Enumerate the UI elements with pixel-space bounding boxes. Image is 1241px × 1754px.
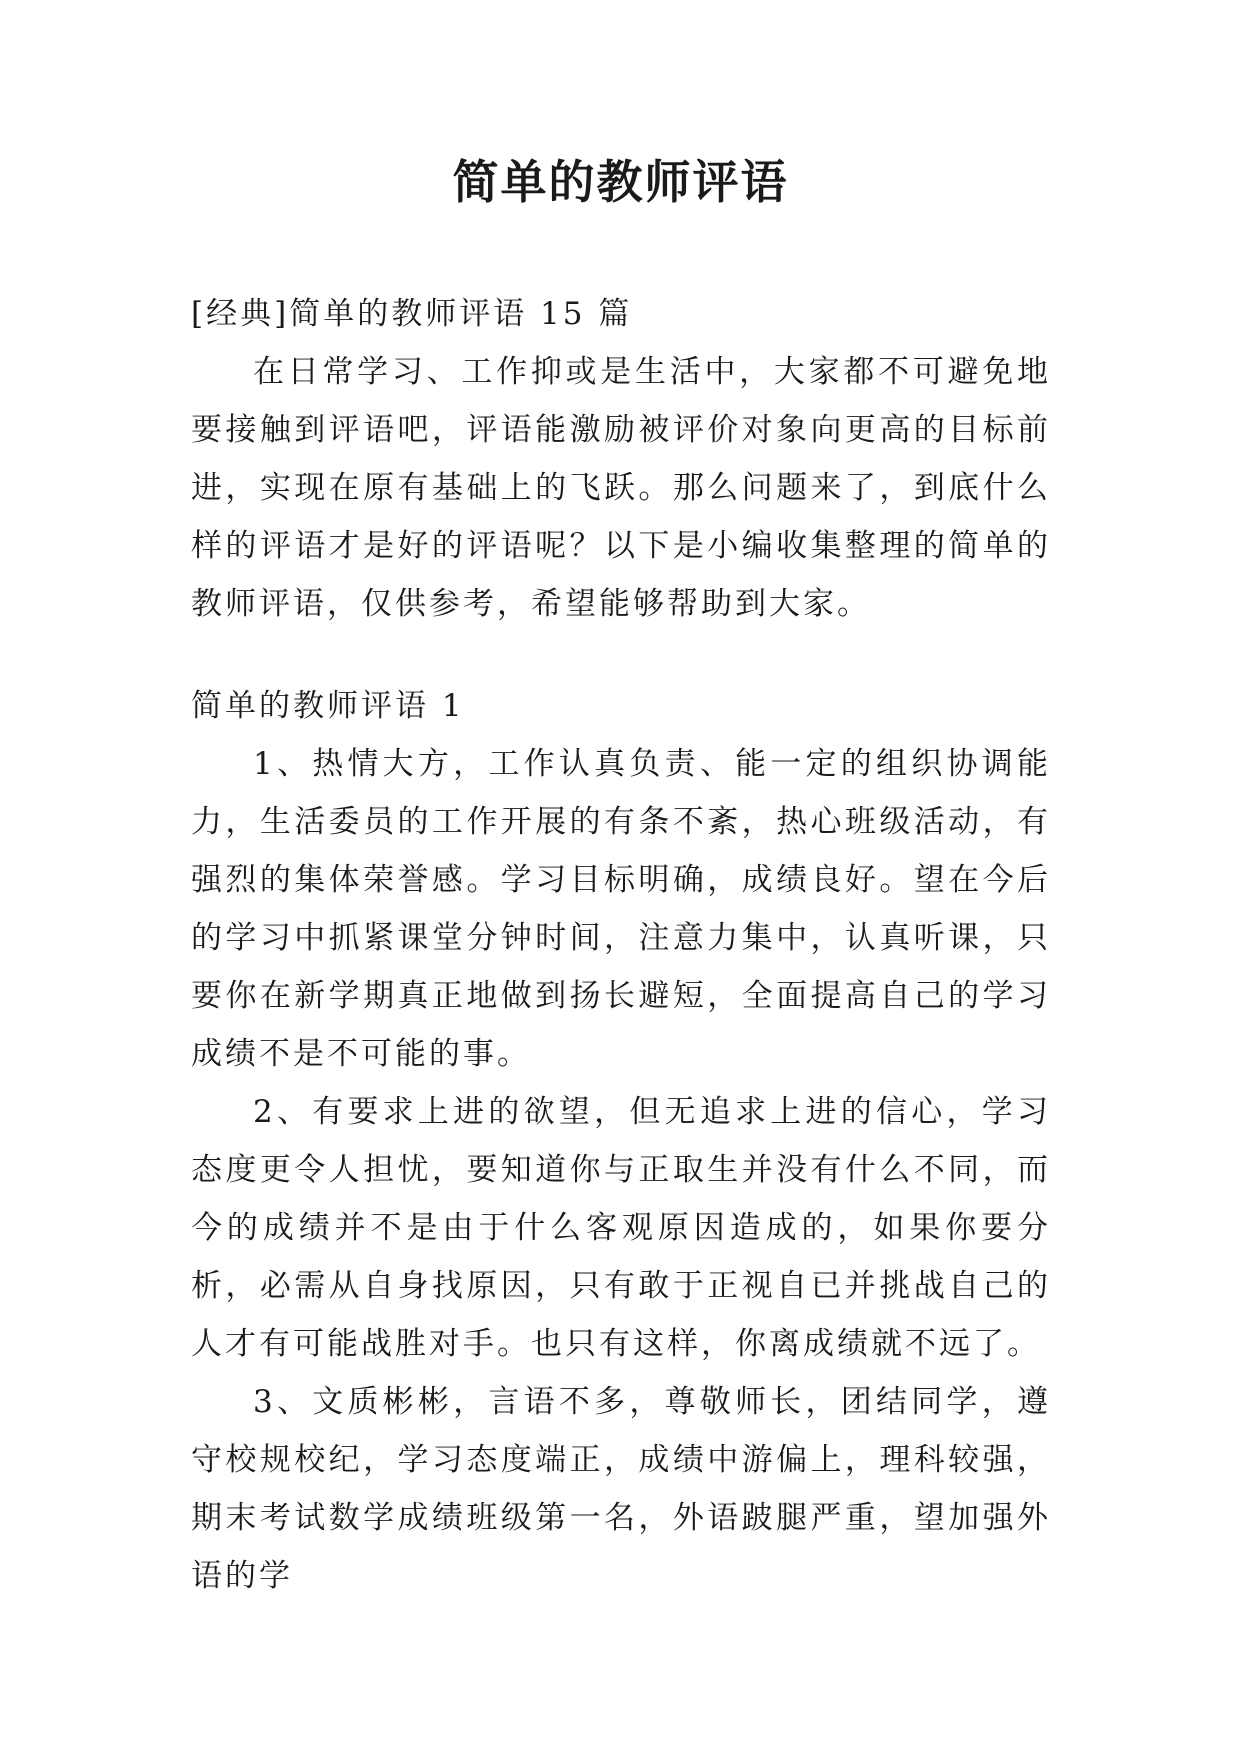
intro-paragraph: 在日常学习、工作抑或是生活中，大家都不可避免地要接触到评语吧，评语能激励被评价对象向更高的目标前进，实现在原有基础上的飞跃。那么问题来了，到底什么样的评语才是好的评语呢？以下是小编收集整理的简单的教师评语，仅供参考，希望能够帮助到大家。 <box>191 354 1051 622</box>
document-subtitle: [经典]简单的教师评语 15 篇 <box>191 296 633 332</box>
comment-paragraph-3: 3、文质彬彬，言语不多，尊敬师长，团结同学，遵守校规校纪，学习态度端正，成绩中游偏上，理科较强，期末考试数学成绩班级第一名，外语跛腿严重，望加强外语的学 <box>191 1384 1051 1594</box>
document-title: 简单的教师评语 <box>452 155 789 209</box>
document-body <box>191 285 1051 1605</box>
section-heading: 简单的教师评语 1 <box>191 688 465 724</box>
comment-paragraph-2: 2、有要求上进的欲望，但无追求上进的信心，学习态度更令人担忧，要知道你与正取生并没有什么不同，而今的成绩并不是由于什么客观原因造成的，如果你要分析，必需从自身找原因，只有敢于正视自已并挑战自己的人才有可能战胜对手。也只有这样，你离成绩就不远了。 <box>191 1094 1051 1362</box>
comment-paragraph-1: 1、热情大方，工作认真负责、能一定的组织协调能力，生活委员的工作开展的有条不紊，热心班级活动，有强烈的集体荣誉感。学习目标明确，成绩良好。望在今后的学习中抓紧课堂分钟时间，注意力集中，认真听课，只要你在新学期真正地做到扬长避短，全面提高自己的学习成绩不是不可能的事。 <box>191 746 1051 1072</box>
